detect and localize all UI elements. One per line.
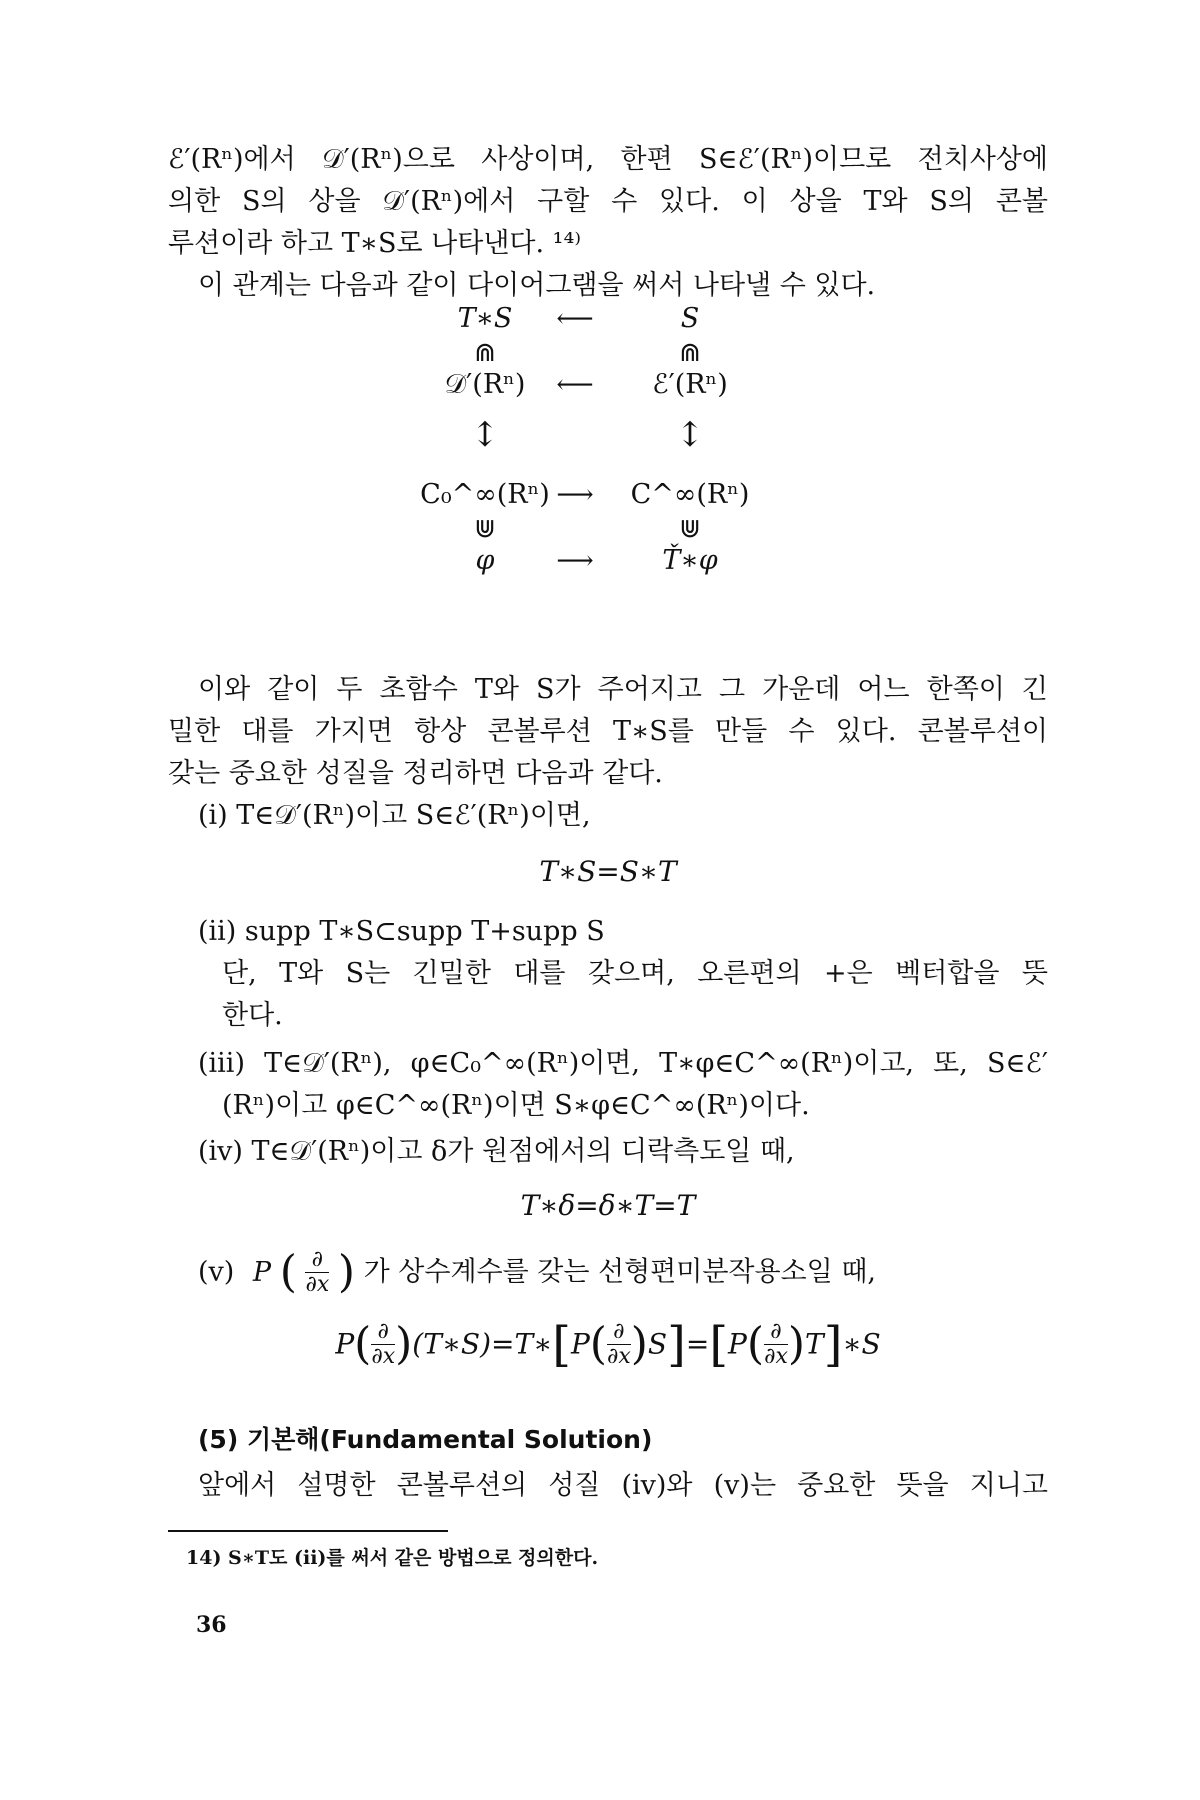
- property-ii: (ii) supp T∗S⊂supp T+supp S: [198, 916, 605, 947]
- eq-P1: P: [335, 1327, 355, 1361]
- property-iv: (iv) T∈𝒟′(Rⁿ)이고 δ가 원점에서의 디락측도일 때,: [198, 1136, 795, 1167]
- property-ii-note-line2: 한다.: [222, 1000, 283, 1031]
- property-v-equation: [168, 1316, 1048, 1390]
- eq-P2: P: [570, 1327, 590, 1361]
- eq-end: ∗S: [842, 1327, 881, 1361]
- eq-paren: ): [630, 1318, 648, 1370]
- superset-symbol-left: ⋓: [474, 514, 496, 544]
- eq-bracket: [: [552, 1316, 571, 1373]
- eq-fraction-2: [607, 1320, 631, 1369]
- eq-T: T: [805, 1327, 824, 1361]
- paren-open: (: [279, 1246, 297, 1298]
- property-i-equation: T∗S=S∗T: [539, 855, 677, 888]
- property-i: (i) T∈𝒟′(Rⁿ)이고 S∈ℰ′(Rⁿ)이면,: [198, 800, 591, 831]
- eq-num-2: ∂: [607, 1320, 631, 1345]
- para1-line3: 루션이라 하고 T∗S로 나타낸다. ¹⁴⁾: [168, 228, 581, 259]
- eq-num-1: ∂: [371, 1320, 395, 1345]
- fraction-denominator: ∂x: [305, 1272, 330, 1297]
- eq-P3: P: [728, 1327, 747, 1361]
- property-ii-note-line1: 단, T와 S는 긴밀한 대를 갖으며, 오른편의 +은 벡터합을 뜻: [222, 958, 1048, 989]
- para1-line1: ℰ′(Rⁿ)에서 𝒟′(Rⁿ)으로 사상이며, 한편 S∈ℰ′(Rⁿ)이므로 전치사상에: [168, 144, 1048, 175]
- section-heading: (5) 기본해(Fundamental Solution): [198, 1425, 653, 1454]
- eq-S: S: [647, 1327, 668, 1361]
- para1-line2: 의한 S의 상을 𝒟′(Rⁿ)에서 구할 수 있다. 이 상을 T와 S의 콘볼: [168, 186, 1048, 217]
- diagram-arrow-top: ⟵: [556, 304, 594, 334]
- property-v-operator-P: P: [252, 1256, 272, 1288]
- diagram-top-left: T∗S: [457, 303, 513, 334]
- subset-symbol-right: ⋒: [679, 338, 701, 368]
- convolution-diagram: [420, 303, 780, 648]
- eq-bracket: ]: [667, 1316, 686, 1373]
- diagram-bot-left: C₀^∞(Rⁿ): [420, 479, 550, 510]
- page-number: 36: [196, 1612, 227, 1638]
- eq-fraction-3: [764, 1320, 788, 1369]
- subset-symbol-left: ⋒: [474, 338, 496, 368]
- para3-line3: 갖는 중요한 성질을 정리하면 다음과 같다.: [168, 758, 663, 789]
- para3-line2: 밀한 대를 가지면 항상 콘볼루션 T∗S를 만들 수 있다. 콘볼루션이: [168, 716, 1048, 747]
- diagram-bot-right: C^∞(Rⁿ): [630, 479, 750, 510]
- eq-paren: ): [787, 1318, 806, 1370]
- property-iv-equation: T∗δ=δ∗T=T: [520, 1189, 696, 1222]
- para2-line1: 이 관계는 다음과 같이 다이어그램을 써서 나타낼 수 있다.: [198, 270, 876, 301]
- diagram-arrow-mid: ⟵: [556, 370, 594, 400]
- partial-fraction: [305, 1248, 329, 1297]
- updown-arrow-left: ↕: [470, 415, 500, 455]
- section-line1: 앞에서 설명한 콘볼루션의 성질 (iv)와 (v)는 중요한 뜻을 지니고: [198, 1470, 1048, 1501]
- eq-paren: (: [746, 1318, 765, 1370]
- para3-line1: 이와 같이 두 초함수 T와 S가 주어지고 그 가운데 어느 한쪽이 긴: [198, 674, 1048, 705]
- eq-den-3: ∂x: [764, 1344, 788, 1369]
- property-iii-line1: (iii) T∈𝒟′(Rⁿ), φ∈C₀^∞(Rⁿ)이면, T∗φ∈C^∞(Rⁿ)이고, 또, S∈ℰ′: [198, 1048, 1048, 1079]
- diagram-arrow-bot: ⟶: [556, 480, 594, 510]
- property-iii-line2: (Rⁿ)이고 φ∈C^∞(Rⁿ)이면 S∗φ∈C^∞(Rⁿ)이다.: [222, 1090, 810, 1121]
- property-v-label: (v): [198, 1256, 235, 1288]
- diagram-top-right: S: [680, 303, 700, 334]
- eq-paren: (: [354, 1318, 372, 1370]
- footnote-rule: [168, 1530, 448, 1532]
- property-v-text: 가 상수계수를 갖는 선형편미분작용소일 때,: [363, 1256, 876, 1288]
- eq-equals: =: [685, 1327, 710, 1361]
- eq-paren: (: [589, 1318, 607, 1370]
- eq-fraction-1: [371, 1320, 395, 1369]
- footnote-14: 14) S∗T도 (ii)를 써서 같은 방법으로 정의한다.: [186, 1547, 599, 1569]
- eq-bracket: ]: [823, 1316, 843, 1373]
- diagram-mid-left: 𝒟′(Rⁿ): [444, 369, 526, 400]
- eq-paren: ): [395, 1318, 413, 1370]
- fraction-numerator: ∂: [305, 1248, 329, 1273]
- diagram-mid-right: ℰ′(Rⁿ): [652, 369, 728, 400]
- updown-arrow-right: ↕: [675, 415, 705, 455]
- eq-bracket: [: [709, 1316, 729, 1373]
- paren-close: ): [337, 1246, 356, 1298]
- eq-num-3: ∂: [764, 1320, 788, 1345]
- diagram-last-left: φ: [475, 545, 495, 576]
- eq-mid1: (T∗S)=T∗: [412, 1327, 553, 1361]
- eq-den-1: ∂x: [371, 1344, 396, 1369]
- diagram-last-right: Ť∗φ: [662, 545, 718, 576]
- diagram-arrow-last: ⟶: [556, 546, 594, 576]
- eq-den-2: ∂x: [606, 1344, 631, 1369]
- property-v: [198, 1248, 1048, 1308]
- superset-symbol-right: ⋓: [679, 514, 701, 544]
